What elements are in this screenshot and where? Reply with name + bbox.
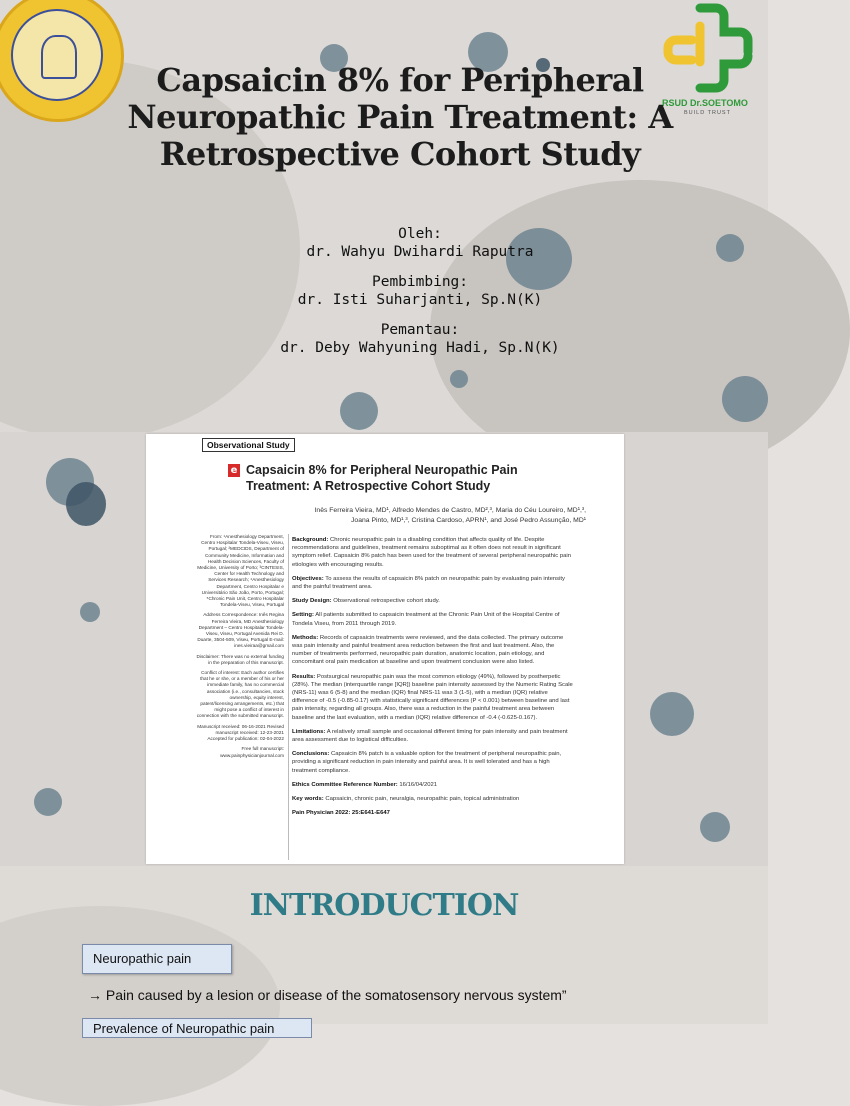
article-abstract <box>292 536 574 823</box>
article-title <box>226 462 566 494</box>
presenter-name: dr. Wahyu Dwihardi Raputra <box>306 244 534 260</box>
background-splash <box>0 906 280 1106</box>
topic-box-prevalence: Prevalence of Neuropathic pain <box>82 1018 312 1038</box>
article-title-line1: Capsaicin 8% for Peripheral Neuropathic Pain <box>246 463 518 477</box>
ink-blot <box>716 234 744 262</box>
paper-slide <box>0 432 768 866</box>
abstract-label: Results: <box>292 673 316 680</box>
journal-article-page <box>146 434 624 864</box>
abstract-label: Conclusions: <box>292 751 330 758</box>
correspondence-address: Address Correspondence: Inês Regina Ferreira Vieira, MD Anesthesiology Department – Centro Hospitalar Tondela-Viseu, Viseu, Portugal Avenida Rei D. Duarte, 3504-509, Viseu, Portugal E-mail: ines.vieiraa@gmail.com <box>197 612 284 649</box>
abstract-label: Methods: <box>292 634 319 641</box>
hospital-logo-subtext: BUILD TRUST <box>684 110 731 116</box>
presentation-title: Capsaicin 8% for Peripheral Neuropathic Pain Treatment: A Retrospective Cohort Study <box>127 61 673 173</box>
hospital-logo-text: RSUD Dr.SOETOMO <box>662 98 748 108</box>
supervisor-heading: Pembimbing: <box>371 274 469 290</box>
abstract-objectives: To assess the results of capsaicin 8% patch on neuropathic pain by evaluating pain intensity and the painful treatment area. <box>292 575 565 591</box>
abstract-setting: All patients submitted to capsaicin treatment at the Chronic Pain Unit of the Hospital Centre of Tondela Viseu, from 2011 through 2019. <box>292 612 560 627</box>
abstract-label: Background: <box>292 537 329 543</box>
introduction-slide <box>0 866 768 1036</box>
definition-text: → Pain caused by a lesion or disease of the somatosensory nervous system” <box>88 987 567 1003</box>
ink-blot <box>722 376 768 422</box>
abstract-limitations: A relatively small sample and occasional different timing for pain intensity and pain treatment area assessment due to logistical difficulties. <box>292 728 568 744</box>
abstract-results: Postsurgical neuropathic pain was the most common etiology (49%), followed by postherpetic (28%). The median (interquartile range [IQR]) baseline pain intensity assessed by the Numeric Rating Scale (NRS-11) was 6 (5-8) and the median (IQR) final NRS-11 was 3 (1-5), with a median (IQR) relative difference of -0.5 (-0.85-0.17) with statistically significant differences (P < 0.001) between baseline and last pain intensity, regarding all groups. Also, there was a reduction in the painful treatment area between baseline and the last evaluation, with a median (IQR) relative difference of -0.4 (-0.625-0.167). <box>292 673 573 721</box>
title-slide <box>0 0 768 432</box>
abstract-label: Ethics Committee Reference Number: <box>292 781 398 788</box>
ink-blot <box>650 692 694 736</box>
article-title-line2: Treatment: A Retrospective Cohort Study <box>246 479 491 493</box>
ink-blot <box>80 602 100 622</box>
disclaimer: Disclaimer: There was no external funding in the preparation of this manuscript. <box>196 653 284 665</box>
ink-blot <box>450 370 468 388</box>
free-manuscript-link: Free full manuscript: www.painphysicianjournal.com <box>220 746 284 758</box>
ink-blot <box>340 392 378 430</box>
abstract-keywords: Capsaicin, chronic pain, neuralgia, neuropathic pain, topical administration <box>325 796 520 803</box>
abstract-label: Limitations: <box>292 728 326 735</box>
abstract-citation: Pain Physician 2022: 25:E641-E647 <box>292 810 390 817</box>
abstract-label: Setting: <box>292 612 314 619</box>
manuscript-dates: Manuscript received: 06-16-2021 Revised manuscript received: 12-23-2021 Accepted for publication: 02-04-2022 <box>197 723 284 742</box>
e-publication-icon: e <box>228 464 240 477</box>
credits <box>190 226 650 356</box>
abstract-label: Key words: <box>292 796 324 803</box>
article-authors <box>206 506 586 526</box>
ink-blot <box>700 812 730 842</box>
article-sidebar <box>196 534 289 860</box>
abstract-background: Chronic neuropathic pain is a disabling condition that affects quality of life. Despite recommendations and guidelines, treatment remains suboptimal as it often does not result in significant symptom relief. Capsaicin 8% patch has been used for the treatment of several peripheral neuropathic pain etiologies with encouraging results. <box>292 537 571 568</box>
topic-box-neuropathic-pain: Neuropathic pain <box>82 944 232 974</box>
abstract-design: Observational retrospective cohort study. <box>333 598 440 605</box>
supervisor-name: dr. Isti Suharjanti, Sp.N(K) <box>297 292 543 308</box>
abstract-label: Study Design: <box>292 598 332 605</box>
article-type-tag: Observational Study <box>202 438 295 452</box>
affiliations: From: ¹Anesthesiology Department, Centro Hospitalar Tondela-Viseu, Viseu, Portugal; ²MEDCIDS, Department of Community Medicine, Information and Health Decision Sciences, Faculty of Medicine, University of Porto; ³CINTESIS, Center for Health Technology and Services Research; ⁴Anesthesiology Department, Centro Hospitalar e Universitário São João, Porto, Portugal; ⁵Chronic Pain Unit, Centro Hospitalar Tondela-Viseu, Viseu, Portugal <box>197 534 284 608</box>
authors-line2: Joana Pinto, MD¹,³, Cristina Cardoso, APRN¹, and José Pedro Assunção, MD¹ <box>351 517 586 524</box>
ink-blot <box>34 788 62 816</box>
abstract-methods: Records of capsaicin treatments were reviewed, and the data collected. The primary outcome was pain intensity and painful treatment area reduction between the first and last treatment. Also, the number of treatments performed, neuropathic pain duration, anatomic location, pain etiology, and concomitant oral pain medication at baseline and upon treatment conclusion were also listed. <box>292 634 564 666</box>
section-heading: INTRODUCTION <box>249 888 519 923</box>
abstract-label: Objectives: <box>292 575 324 582</box>
conflict-of-interest: Conflict of interest: Each author certifies that he or she, or a member of his or her immediate family, has no commercial association (i.e., consultancies, stock ownership, equity interest, patent/licensing arrangements, etc.) that might pose a conflict of interest in connection with the submitted manuscript. <box>196 670 284 719</box>
ink-blot <box>66 482 106 526</box>
abstract-ethics: 16/16/04/2021 <box>399 781 438 788</box>
presenter-heading: Oleh: <box>398 226 442 242</box>
authors-line1: Inês Ferreira Vieira, MD¹, Alfredo Mendes de Castro, MD²,³, Maria do Céu Loureiro, MD¹,³, <box>314 507 586 514</box>
monitor-name: dr. Deby Wahyuning Hadi, Sp.N(K) <box>280 340 560 356</box>
abstract-conclusions: Capsaicin 8% patch is a valuable option for the treatment of peripheral neuropathic pain, providing a significant reduction in pain intensity and painful area. It is well tolerated and has a high treatment compliance. <box>292 751 562 774</box>
monitor-heading: Pemantau: <box>380 322 460 338</box>
